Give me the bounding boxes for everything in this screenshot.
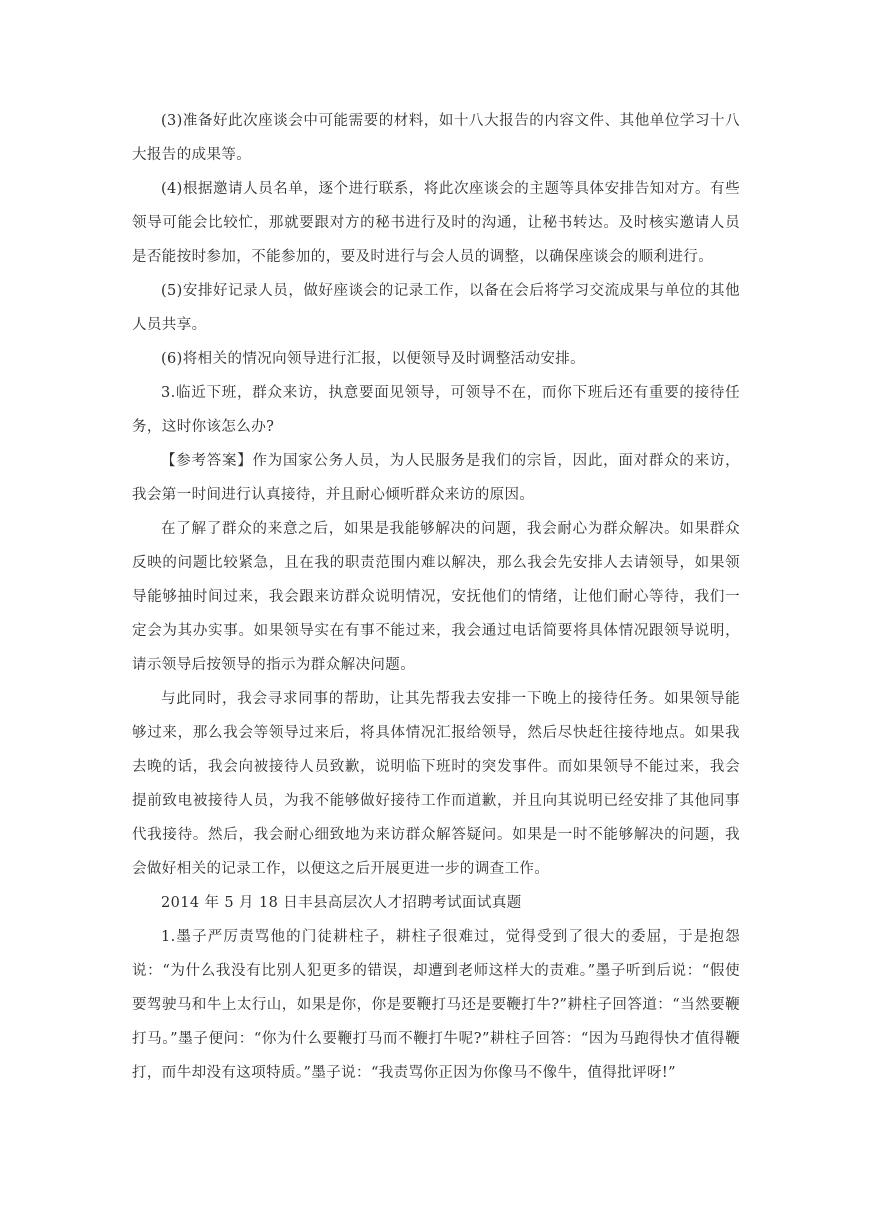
paragraph-section-heading: 2014 年 5 月 18 日丰县高层次人才招聘考试面试真题 bbox=[161, 895, 522, 911]
paragraph-report-to-leader: (6)将相关的情况向领导进行汇报，以便领导及时调整活动安排。 bbox=[161, 351, 586, 367]
paragraph-recording-staff: (5)安排好记录人员，做好座谈会的记录工作，以备在会后将学习交流成果与单位的其他人员共享。 bbox=[132, 283, 740, 333]
paragraph-answer-body-1: 在了解了群众的来意之后，如果是我能够解决的问题，我会耐心为群众解决。如果群众反映的问题比较紧急，且在我的职责范围内难以解决，那么我会先安排人去请领导，如果领导能够抽时间过来，我会跟来访群众说明情况，安抚他们的情绪，让他们耐心等待，我们一定会为其办实事。如果领导实在有事不能过来，我会通过电话简要将具体情况跟领导说明，请示领导后按领导的指示为群众解决问题。 bbox=[132, 521, 740, 673]
paragraph-reference-answer: 【参考答案】作为国家公务人员，为人民服务是我们的宗旨，因此，面对群众的来访，我会第一时间进行认真接待，并且耐心倾听群众来访的原因。 bbox=[132, 453, 740, 503]
document-page bbox=[132, 104, 740, 1090]
paragraph-contact-invitees: (4)根据邀请人员名单，逐个进行联系，将此次座谈会的主题等具体安排告知对方。有些领导可能会比较忙，那就要跟对方的秘书进行及时的沟通，让秘书转达。及时核实邀请人员是否能按时参加，不能参加的，要及时进行与会人员的调整，以确保座谈会的顺利进行。 bbox=[132, 181, 740, 265]
paragraph-material-preparation: (3)准备好此次座谈会中可能需要的材料，如十八大报告的内容文件、其他单位学习十八大报告的成果等。 bbox=[132, 113, 740, 163]
paragraph-answer-body-2: 与此同时，我会寻求同事的帮助，让其先帮我去安排一下晚上的接待任务。如果领导能够过来，那么我会等领导过来后，将具体情况汇报给领导，然后尽快赶往接待地点。如果我去晚的话，我会向被接待人员致歉，说明临下班时的突发事件。而如果领导不能过来，我会提前致电被接待人员，为我不能够做好接待工作而道歉，并且向其说明已经安排了其他同事代我接待。然后，我会耐心细致地为来访群众解答疑问。如果是一时不能够解决的问题，我会做好相关的记录工作，以便这之后开展更进一步的调查工作。 bbox=[132, 691, 740, 877]
paragraph-question-3: 3.临近下班，群众来访，执意要面见领导，可领导不在，而你下班后还有重要的接待任务，这时你该怎么办? bbox=[132, 385, 740, 435]
paragraph-question-1-mozi: 1.墨子严厉责骂他的门徒耕柱子，耕柱子很难过，觉得受到了很大的委屈，于是抱怨说：“为什么我没有比别人犯更多的错误，却遭到老师这样大的责难。”墨子听到后说：“假使要驾驶马和牛上太行山，如果是你，你是要鞭打马还是要鞭打牛?”耕柱子回答道：“当然要鞭打马。”墨子便问：“你为什么要鞭打马而不鞭打牛呢?”耕柱子回答：“因为马跑得快才值得鞭打，而牛却没有这项特质。”墨子说：“我责骂你正因为你像马不像牛，值得批评呀!” bbox=[132, 929, 740, 1081]
